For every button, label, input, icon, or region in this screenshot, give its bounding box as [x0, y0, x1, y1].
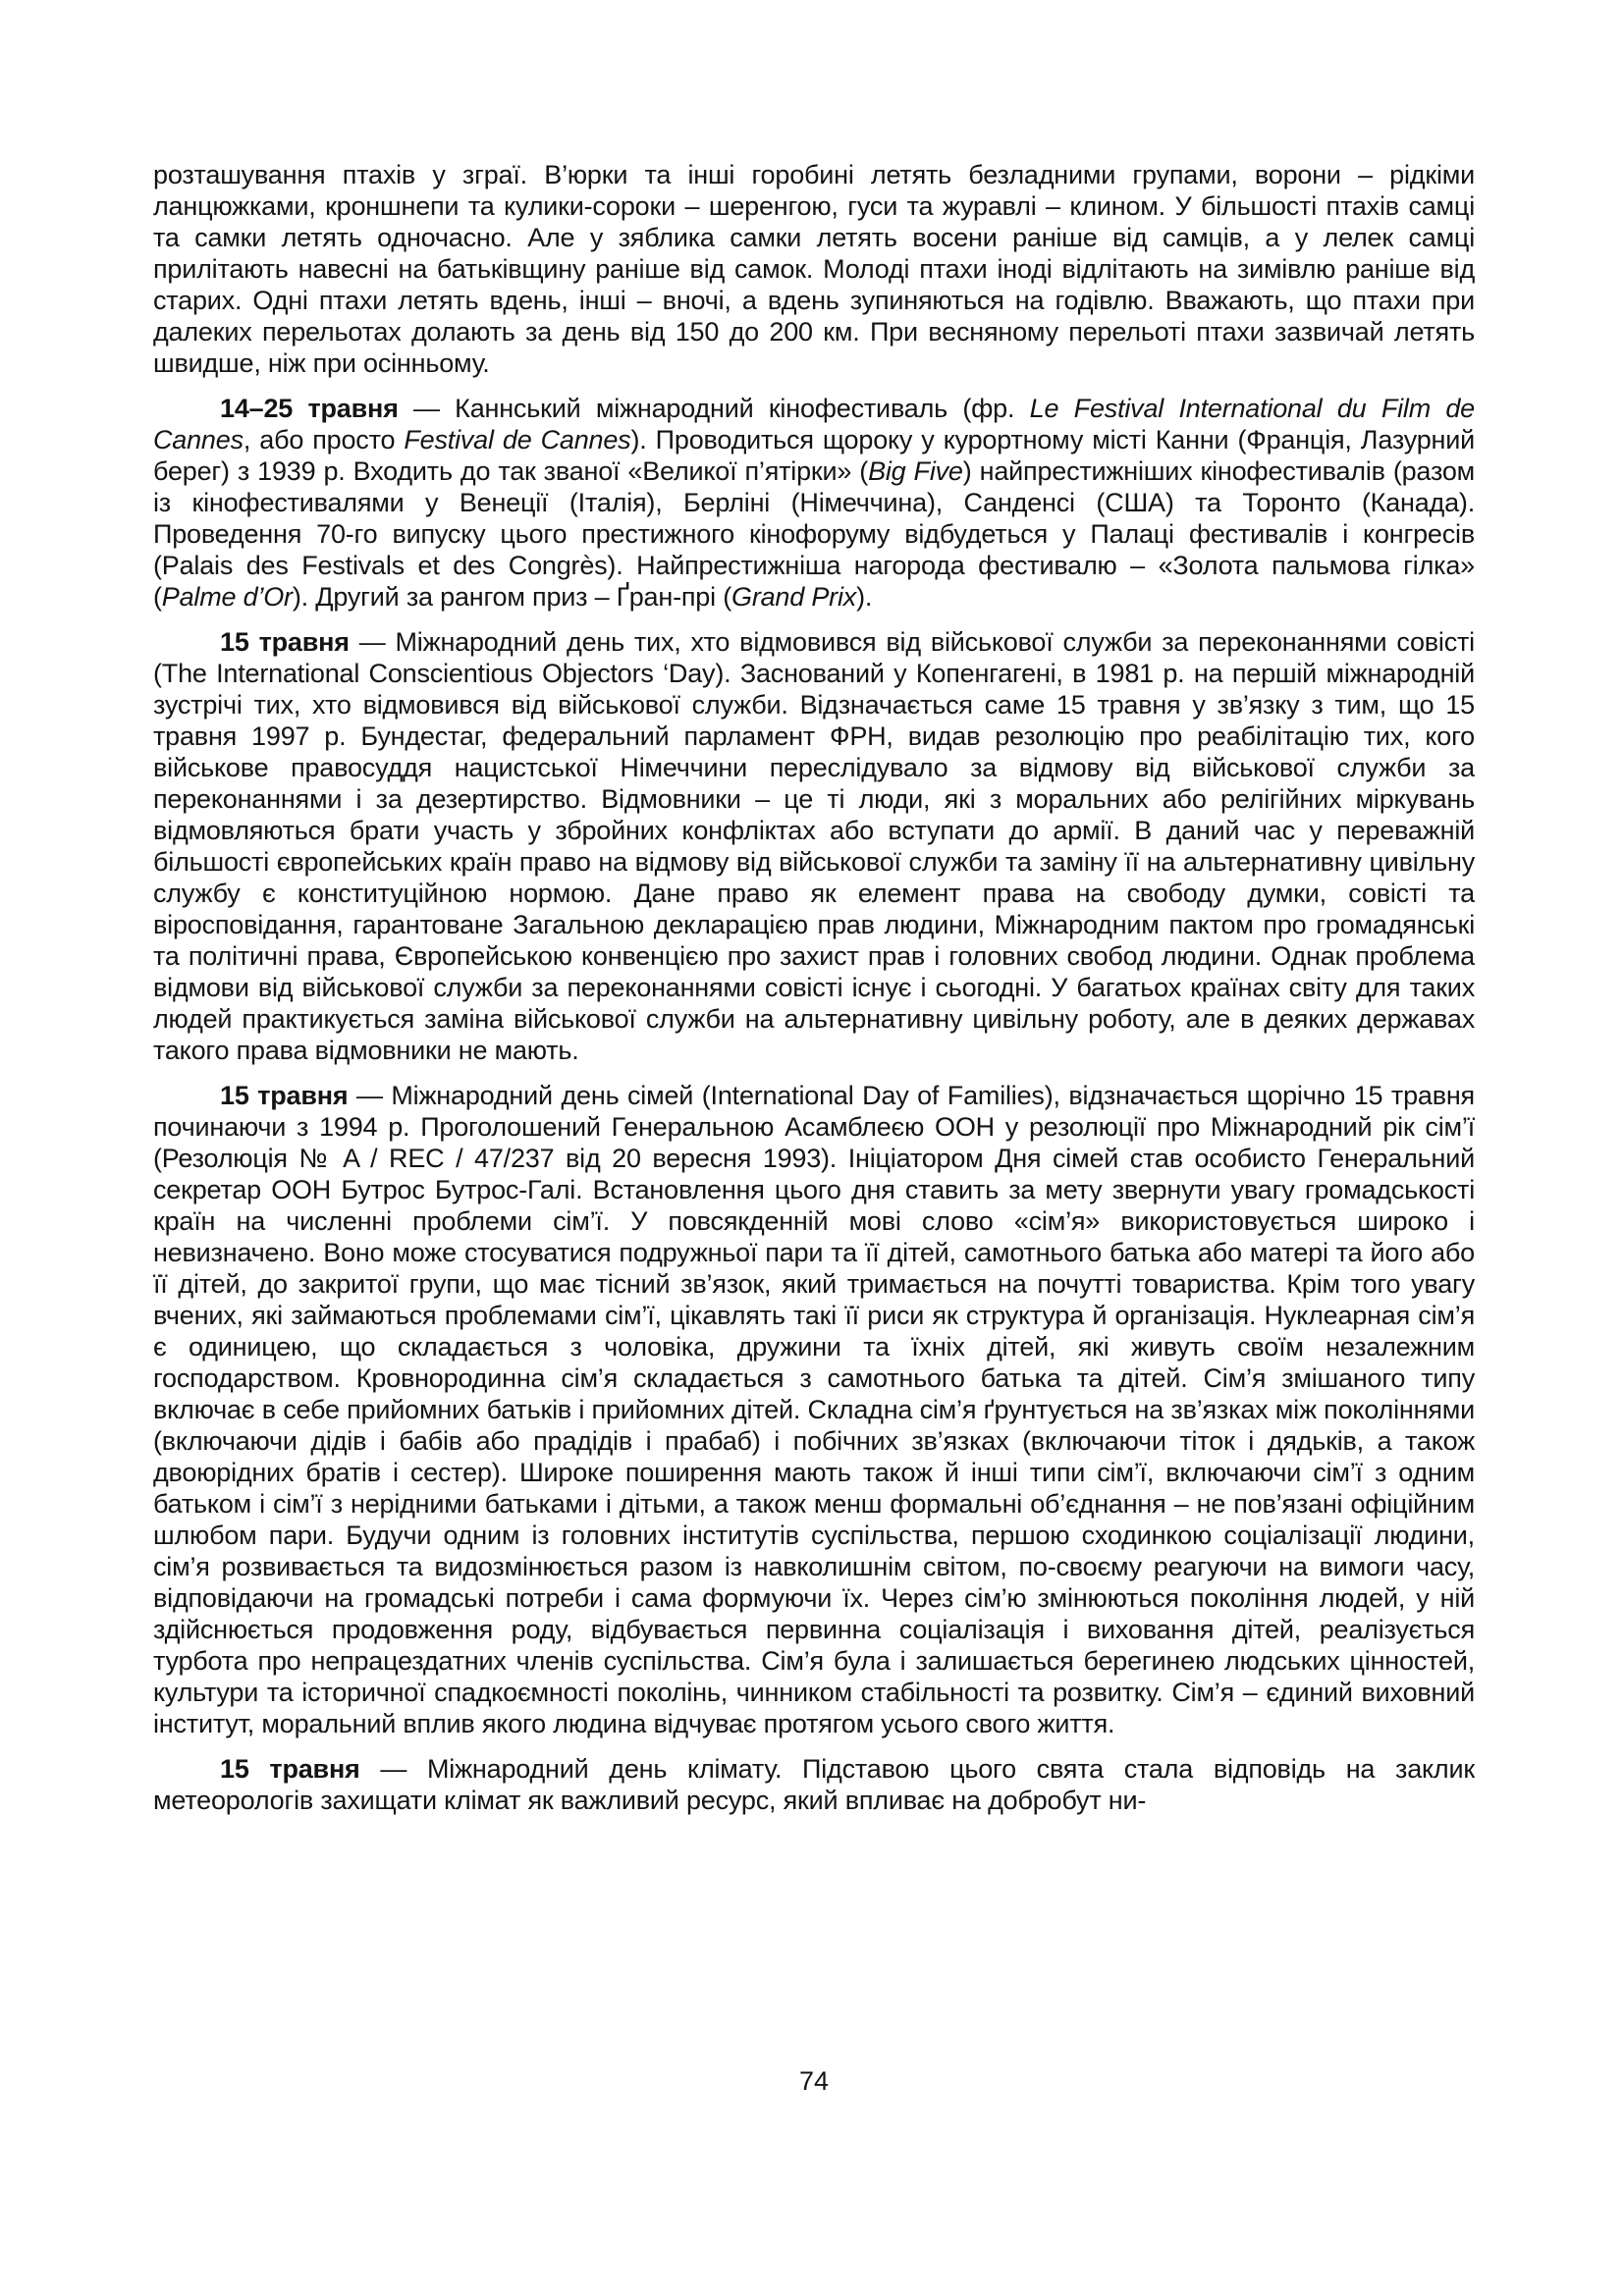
- text-run: — Міжнародний день клімату. Підставою цього свята стала відповідь на заклик метеорологів захищати клімат як важливий ресурс, який впливає на добробут ни-: [153, 1754, 1475, 1815]
- page-number: 74: [798, 2066, 830, 2096]
- text-run: 15 травня: [220, 1081, 349, 1110]
- paragraph: [153, 159, 1475, 379]
- paragraph: [153, 393, 1475, 613]
- text-run: 15 травня: [220, 1754, 360, 1784]
- text-run: ) найпрестижніших кінофестивалів (разом із кінофестивалями у Венеції (Італія), Берліні (Німеччина), Санденсі (США) та Торонто (Канада). Проведення 70-го випуску цього престижного кінофоруму відбудеться у Палаці фестивалів і конгресів (Palais des Festivals et des Congrès). Найпрестижніша нагорода фестивалю – «Золота пальмова гілка» (: [153, 456, 1476, 612]
- text-run: , або просто: [243, 425, 405, 454]
- text-run: Palme d’Or: [161, 582, 293, 612]
- document-body: [153, 159, 1475, 1816]
- paragraph: [153, 626, 1475, 1066]
- text-run: Le Festival International du Film de Cannes: [153, 394, 1475, 454]
- text-run: розташування птахів у зграї. В’юрки та інші горобині летять безладними групами, ворони – рідкіми ланцюжками, кроншнепи та кулики-сороки – шеренгою, гуси та журавлі – клином. У більшості птахів самці та самки летять одночасно. Але у зяблика самки летять восени раніше від самців, а у лелек самці прилітають навесні на батьківщину раніше від самок. Молоді птахи іноді відлітають на зимівлю раніше від старих. Одні птахи летять вдень, інші – вночі, а вдень зупиняються на годівлю. Вважають, що птахи при далеких перельотах долають за день від 150 до 200 км. При весняному перельоті птахи зазвичай летять швидше, ніж при осінньому.: [153, 160, 1475, 378]
- text-run: Festival de Cannes: [404, 425, 631, 454]
- text-run: ). Проводиться щороку у курортному місті Канни (Франція, Лазурний берег) з 1939 р. Входить до так званої «Великої п’ятірки» (: [153, 425, 1475, 486]
- text-run: — Каннський міжнародний кінофестиваль (фр.: [398, 394, 1030, 423]
- paragraph: [153, 1080, 1475, 1739]
- text-run: — Міжнародний день сімей (International Day of Families), відзначається щорічно 15 травня починаючи з 1994 р. Проголошений Генеральною Асамблеєю ООН у резолюції про Міжнародний рік сім’ї (Резолюція № A / REC / 47/237 від 20 вересня 1993). Ініціатором Дня сімей став особисто Генеральний секретар ООН Бутрос Бутрос-Галі. Встановлення цього дня ставить за мету звернути увагу громадськості країн на численні проблеми сім’ї. У повсякденній мові слово «сім’я» використовується широко і невизначено. Воно може стосуватися подружньої пари та її дітей, самотнього батька або матері та його або її дітей, до закритої групи, що має тісний зв’язок, який тримається на почутті товариства. Крім того увагу вчених, які займаються проблемами сім’ї, цікавлять такі її риси як структура й організація. Нуклеарная сім’я є одиницею, що складається з чоловіка, дружини та їхніх дітей, які живуть своїм незалежним господарством. Кровнородинна сім’я складається з самотнього батька та дітей. Сім’я змішаного типу включає в себе прийомних батьків і прийомних дітей. Складна сім’я ґрунтується на зв’язках між поколіннями (включаючи дідів і бабів або прадідів і прабаб) і побічних зв’язках (включаючи тіток і дядьків, а також двоюрідних братів і сестер). Широке поширення мають також й інші типи сім’ї, включаючи сім’ї з одним батьком і сім’ї з нерідними батьками і дітьми, а також менш формальні об’єднання – не пов’язані офіційним шлюбом пари. Будучи одним із головних інститутів суспільства, першою сходинкою соціалізації людини, сім’я розвивається та видозмінюється разом із навколишнім світом, по-своєму реагуючи на вимоги часу, відповідаючи на громадські потреби і сама формуючи їх. Через сім’ю змінюються покоління людей, у ній здійснюється продовження роду, відбувається первинна соціалізація і виховання дітей, реалізується турбота про непрацездатних членів суспільства. Сім’я була і залишається берегинею людських цінностей, культури та історичної спадкоємності поколінь, чинником стабільності та розвитку. Сім’я – єдиний виховний інститут, моральний вплив якого людина відчуває протягом усього свого життя.: [153, 1081, 1475, 1738]
- text-run: Big Five: [868, 456, 963, 486]
- text-run: 14–25 травня: [220, 394, 399, 423]
- text-run: — Міжнародний день тих, хто відмовився від військової служби за переконаннями совісті (The International Conscientious Objectors ‘Day). Заснований у Копенгагені, в 1981 р. на першій міжнародній зустрічі тих, хто відмовився від військової служби. Відзначається саме 15 травня у зв’язку з тим, що 15 травня 1997 р. Бундестаг, федеральний парламент ФРН, видав резолюцію про реабілітацію тих, кого військове правосуддя нацистської Німеччини переслідувало за відмову від військової служби за переконаннями і за дезертирство. Відмовники – це ті люди, які з моральних або релігійних міркувань відмовляються брати участь у збройних конфліктах або вступати до армії. В даний час у переважній більшості європейських країн право на відмову від військової служби та заміну її на альтернативну цивільну службу є конституційною нормою. Дане право як елемент права на свободу думки, совісті та віросповідання, гарантоване Загальною декларацією прав людини, Міжнародним пактом про громадянські та політичні права, Європейською конвенцією про захист прав і головних свобод людини. Однак проблема відмови від військової служби за переконаннями совісті існує і сьогодні. У багатьох країнах світу для таких людей практикується заміна військової служби на альтернативну цивільну роботу, але в деяких державах такого права відмовники не мають.: [153, 627, 1475, 1065]
- text-run: ). Другий за рангом приз – Ґран-прі (: [292, 582, 732, 612]
- text-run: Grand Prix: [731, 582, 857, 612]
- paragraph: [153, 1753, 1475, 1816]
- text-run: 15 травня: [220, 627, 350, 657]
- text-run: ).: [856, 582, 873, 612]
